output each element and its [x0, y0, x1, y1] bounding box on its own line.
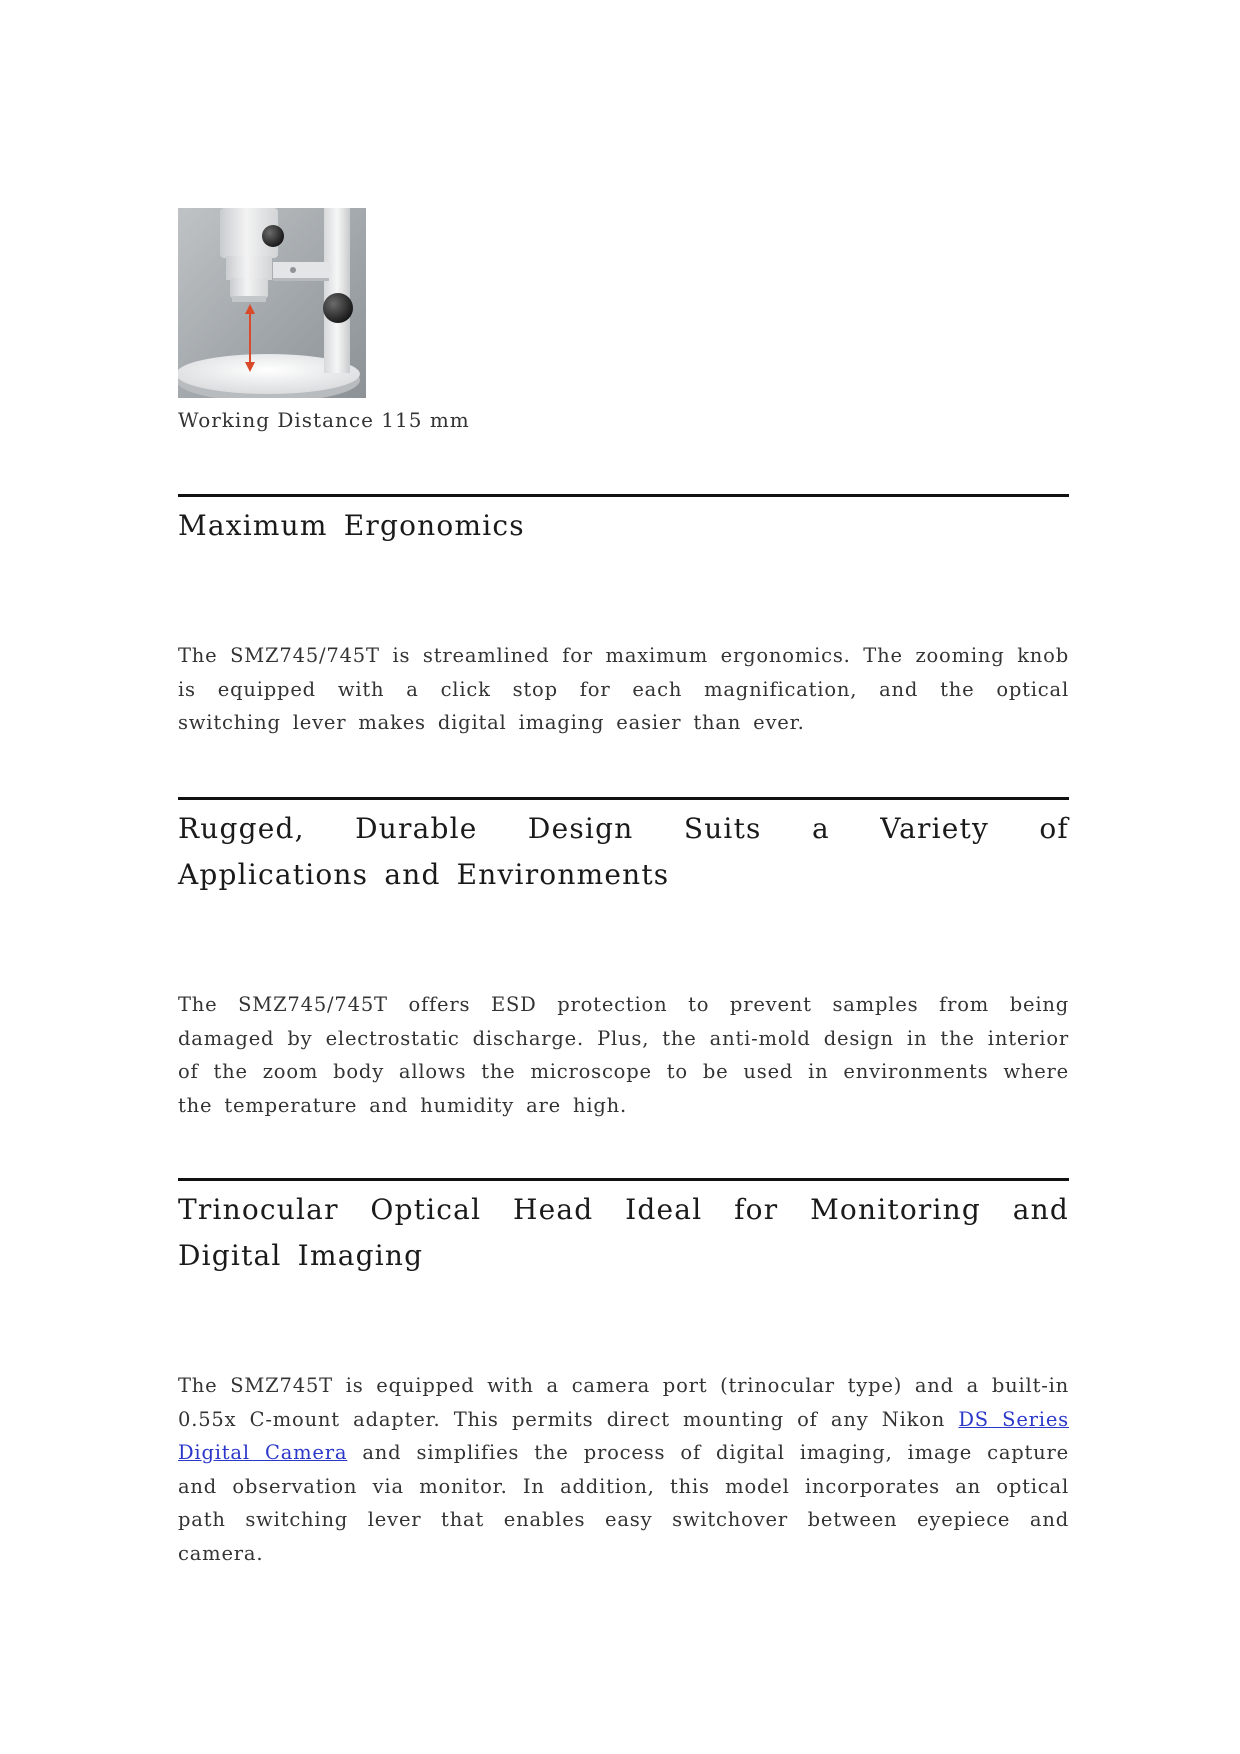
ds-series-camera-link[interactable]: DS Series Digital Camera — [178, 1407, 1069, 1464]
microscope-photo — [178, 208, 366, 398]
section-body-trinocular-head — [178, 1369, 1069, 1570]
section-divider — [178, 1178, 1069, 1181]
section-heading-rugged-design: Rugged, Durable Design Suits a Variety of Applications and Environments — [178, 812, 1069, 891]
body-text-before-link: The SMZ745T is equipped with a camera port (trinocular type) and a built-in 0.55x C-mount adapter. This permits direct mounting of any Nikon — [178, 1374, 1069, 1431]
section-body-rugged-design: The SMZ745/745T offers ESD protection to prevent samples from being damaged by electrostatic discharge. Plus, the anti-mold design in the interior of the zoom body allows the microscope to be used in environments where the temperature and humidity are high. — [178, 993, 1069, 1117]
section-heading-ergonomics: Maximum Ergonomics — [178, 509, 525, 542]
figure-caption: Working Distance 115 mm — [178, 408, 470, 432]
section-divider — [178, 494, 1069, 497]
section-divider — [178, 797, 1069, 800]
body-text-after-link: and simplifies the process of digital imaging, image capture and observation via monitor. In addition, this model incorporates an optical path switching lever that enables easy switchover between eyepiece and camera. — [178, 1441, 1069, 1565]
section-body-ergonomics: The SMZ745/745T is streamlined for maximum ergonomics. The zooming knob is equipped with a click stop for each magnification, and the optical switching lever makes digital imaging easier than ever. — [178, 644, 1069, 734]
section-heading-trinocular-head: Trinocular Optical Head Ideal for Monitoring and Digital Imaging — [178, 1193, 1069, 1272]
